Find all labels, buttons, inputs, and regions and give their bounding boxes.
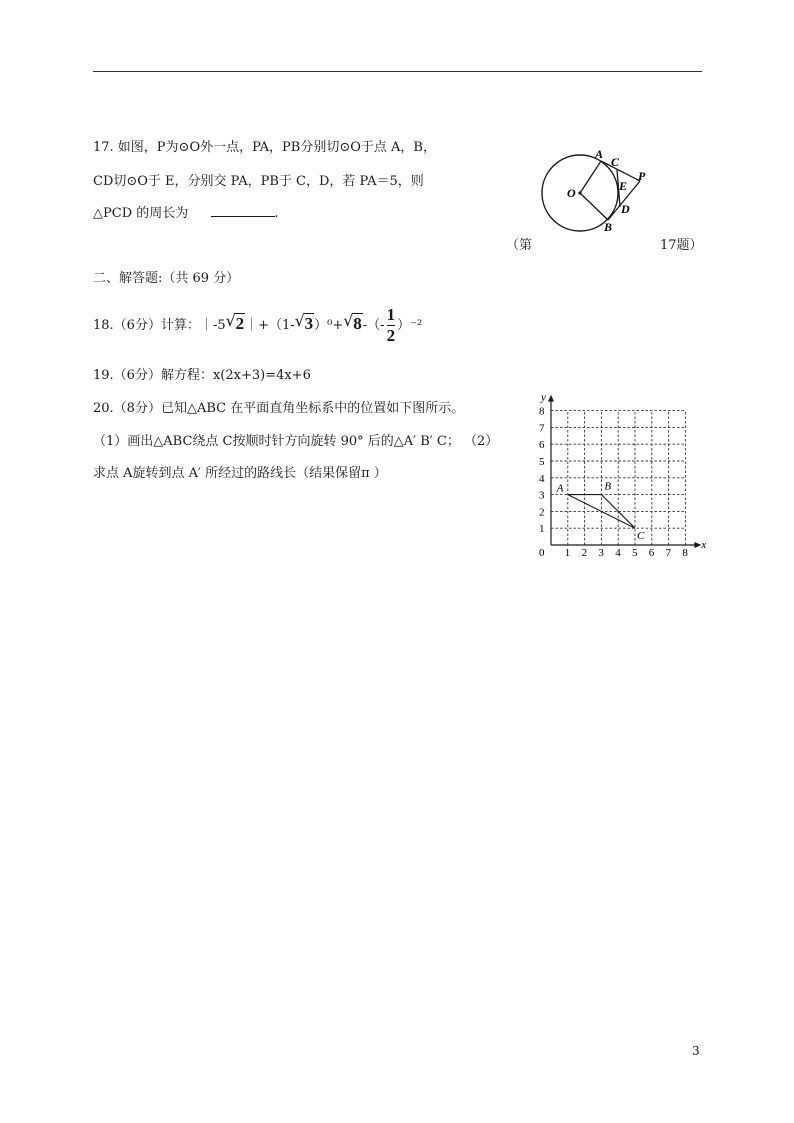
label-a: A bbox=[595, 147, 604, 161]
x-tick-label: 1 bbox=[564, 547, 571, 557]
y-tick-label: 6 bbox=[539, 439, 545, 452]
x-tick-label: 2 bbox=[581, 547, 588, 557]
y-tick-label: 3 bbox=[539, 489, 545, 502]
label-c: C bbox=[611, 155, 620, 169]
q18-mid1: ｜+（1- bbox=[245, 318, 295, 333]
x-tick-label: 8 bbox=[682, 547, 688, 557]
q18-mid2: ）⁰+ bbox=[314, 318, 344, 333]
origin-label: 0 bbox=[539, 547, 545, 557]
sqrt-2: √ 2 bbox=[225, 311, 245, 333]
q17-line1: 17. 如图，P为⊙O外一点，PA，PB分别切⊙O于点 A，B， bbox=[93, 140, 436, 155]
q17-line3 bbox=[93, 202, 279, 221]
q18-expression bbox=[93, 304, 422, 346]
q18-suffix: ）⁻² bbox=[397, 318, 423, 333]
label-p: P bbox=[638, 169, 646, 183]
q17-line3-text: △PCD 的周长为 bbox=[93, 206, 189, 221]
q17-caption-left: （第 bbox=[506, 238, 533, 253]
y-tick-label: 1 bbox=[539, 523, 545, 536]
q17-line3-end: . bbox=[274, 206, 279, 221]
radius-ob bbox=[580, 193, 608, 220]
q17-line2: CD切⊙O于 E，分别交 PA，PB于 C，D，若 PA＝5，则 bbox=[93, 174, 424, 189]
section-2-heading: 二、解答题:（共 69 分） bbox=[93, 271, 240, 286]
q18-mid3: -（- bbox=[362, 318, 385, 333]
sqrt-8: √ 8 bbox=[343, 311, 362, 333]
y-tick-label: 5 bbox=[539, 456, 545, 468]
y-tick-label: 4 bbox=[539, 472, 545, 485]
sqrt-3: √ 3 bbox=[294, 311, 314, 333]
center-point bbox=[578, 191, 581, 194]
fraction-one-half: $\frac{1}{2}$ bbox=[386, 305, 396, 345]
x-tick-label: 6 bbox=[648, 547, 655, 557]
y-axis-arrow bbox=[548, 395, 554, 402]
q20-line1: 20.（8分）已知△ABC 在平面直角坐标系中的位置如下图所示。 bbox=[93, 401, 465, 416]
tangent-pa bbox=[601, 161, 640, 181]
circle-tangent-figure bbox=[535, 142, 685, 236]
x-axis-label: x bbox=[701, 539, 707, 551]
y-axis-label: y bbox=[541, 391, 546, 404]
label-b: B bbox=[604, 220, 613, 234]
q17-caption-right: 17题） bbox=[660, 238, 703, 253]
y-tick-label: 8 bbox=[539, 405, 545, 418]
x-tick-label: 3 bbox=[598, 547, 604, 557]
page-number: 3 bbox=[692, 1044, 700, 1058]
label-d: D bbox=[621, 202, 630, 216]
answer-blank[interactable] bbox=[211, 204, 275, 217]
q19-text: 19.（6分）解方程：x(2x+3)=4x+6 bbox=[93, 368, 311, 383]
label-o: O bbox=[567, 186, 576, 200]
header-rule bbox=[93, 71, 702, 72]
x-tick-label: 5 bbox=[632, 547, 638, 557]
label-e: E bbox=[619, 179, 628, 193]
x-tick-label: 7 bbox=[665, 547, 672, 557]
q20-line2: （1）画出△ABC绕点 C按顺时针方向旋转 90° 后的△A′ B′ C； （2） bbox=[93, 434, 499, 449]
x-axis-arrow bbox=[694, 542, 701, 548]
y-tick-label: 2 bbox=[539, 506, 545, 519]
coordinate-grid-figure bbox=[530, 382, 715, 557]
x-tick-label: 4 bbox=[615, 547, 621, 557]
q20-line3: 求点 A旋转到点 A′ 所经过的路线长（结果保留π ） bbox=[93, 466, 387, 481]
point-label-c: C bbox=[637, 530, 645, 543]
point-label-b: B bbox=[604, 480, 612, 493]
radius-oa bbox=[580, 161, 601, 193]
y-tick-label: 7 bbox=[539, 422, 545, 435]
q18-prefix: 18.（6分）计算：｜-5 bbox=[93, 318, 226, 333]
point-label-a: A bbox=[556, 482, 564, 495]
